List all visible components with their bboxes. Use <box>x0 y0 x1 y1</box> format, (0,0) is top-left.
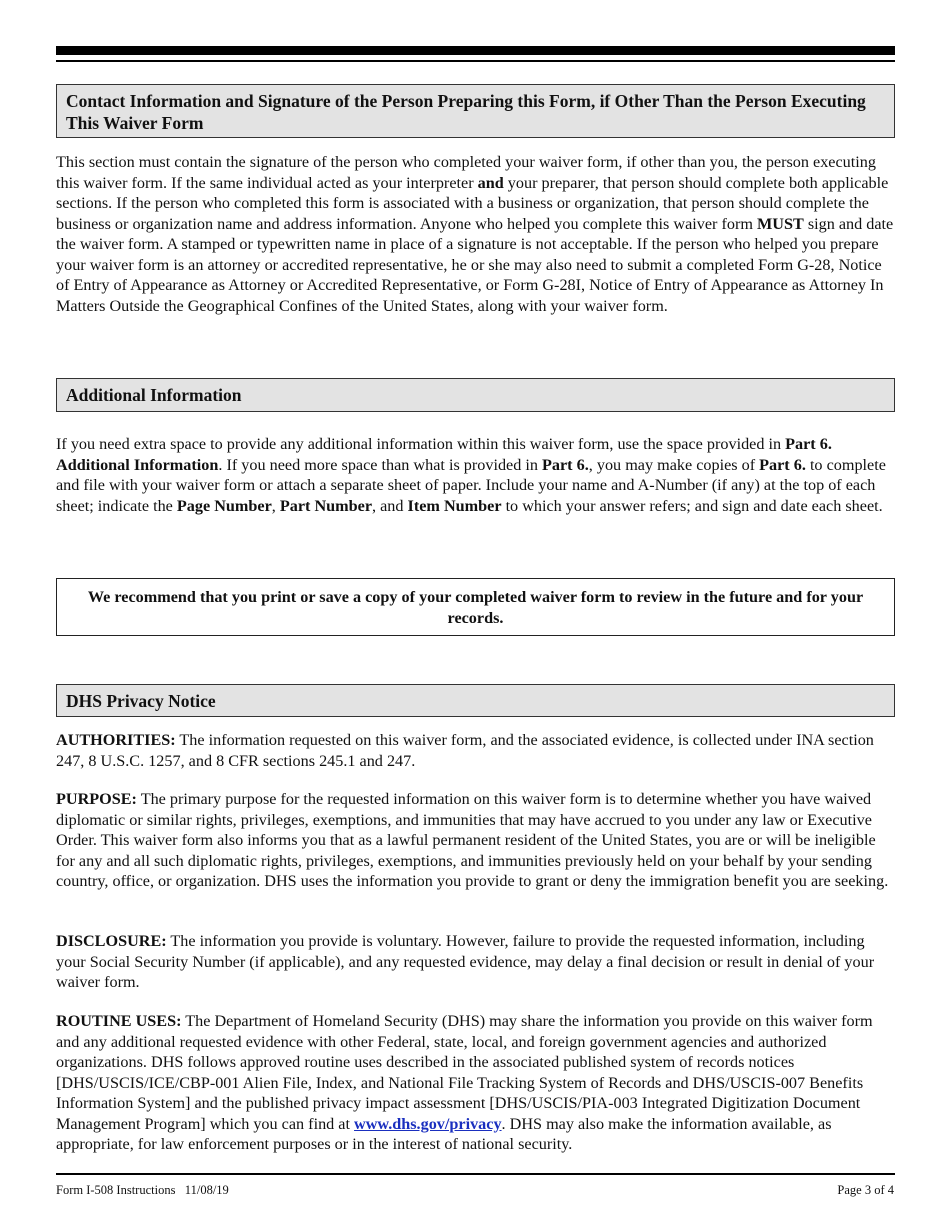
authorities-paragraph: AUTHORITIES: The information requested on this waiver form, and the associated evidence, is collected under INA section 247, 8 U.S.C. 1257, and 8 CFR sections 245.1 and 247. <box>56 731 874 770</box>
additional-info-heading <box>56 378 895 412</box>
dhs-privacy-link[interactable]: www.dhs.gov/privacy <box>354 1114 502 1133</box>
privacy-heading-text: DHS Privacy Notice <box>66 691 216 711</box>
preparer-paragraph: This section must contain the signature of the person who completed your waiver form, if other than you, the person executing this waiver form. If the same individual acted as your interpreter and your preparer, that person should complete both applicable sections. If the person who completed this form is associated with a business or organization, that person should complete the business or organization name and address information. Anyone who helped you complete this waiver form MUST sign and date the waiver form. A stamped or typewritten name in place of a signature is not acceptable. If the person who helped you prepare your waiver form is an attorney or accredited representative, he or she may also need to submit a completed Form G-28, Notice of Entry of Appearance as Attorney or Accredited Representative, or Form G-28I, Notice of Entry of Appearance as Attorney In Matters Outside the Geographical Confines of the United States, along with your waiver form. <box>56 153 894 315</box>
additional-info-paragraph: If you need extra space to provide any additional information within this waiver form, use the space provided in Part 6. Additional Information. If you need more space than what is provided in Part 6., you may make copies of Part 6. to complete and file with your waiver form or attach a separate sheet of paper. Include your name and A-Number (if any) at the top of each sheet; indicate the Page Number, Part Number, and Item Number to which your answer refers; and sign and date each sheet. <box>56 435 886 515</box>
preparer-section-heading <box>56 84 895 138</box>
disclosure-paragraph: DISCLOSURE: The information you provide is voluntary. However, failure to provide the requested information, including your Social Security Number (if applicable), and any requested evidence, may delay a final decision or result in denial of your waiver form. <box>56 932 875 991</box>
footer-rule <box>56 1173 895 1175</box>
additional-heading-text: Additional Information <box>66 385 242 405</box>
recommendation-text: We recommend that you print or save a copy of your completed waiver form to review in the future and for your records. <box>87 588 864 627</box>
purpose-paragraph: PURPOSE: The primary purpose for the requested information on this waiver form is to determine whether you have waived diplomatic or similar rights, privileges, exemptions, and immunities that may have accrued to you under any law or Executive Order. This waiver form also informs you that as a lawful permanent resident of the United States, you are or will be ineligible for any and all such diplomatic rights, privileges, exemptions, and immunities previously held on your behalf by your sending country, office, or organization. DHS uses the information you provide to grant or deny the immigration benefit you are seeking. <box>56 790 889 890</box>
routine-uses-paragraph: ROUTINE USES: The Department of Homeland Security (DHS) may share the information you provide on this waiver form and any additional requested evidence with other Federal, state, local, and foreign government agencies and authorized organizations. DHS follows approved routine uses described in the associated published system of records notices [DHS/USCIS/ICE/CBP-001 Alien File, Index, and National File Tracking System of Records and DHS/USCIS-007 Benefits Information System] and the published privacy impact assessment [DHS/USCIS/PIA-003 Integrated Digitization Document Management Program] which you can find at www.dhs.gov/privacy. DHS may also make the information available, as appropriate, for law enforcement purposes or in the interest of national security. <box>56 1012 873 1153</box>
top-thick-rule <box>56 46 895 55</box>
footer-page-number: Page 3 of 4 <box>837 1183 894 1197</box>
top-thin-rule <box>56 60 895 62</box>
footer-form-id: Form I-508 Instructions 11/08/19 <box>56 1183 229 1197</box>
recommendation-box <box>56 578 895 636</box>
preparer-heading-text: Contact Information and Signature of the Person Preparing this Form, if Other Than the Person Executing This Waiver Form <box>66 91 866 133</box>
privacy-notice-heading <box>56 684 895 717</box>
